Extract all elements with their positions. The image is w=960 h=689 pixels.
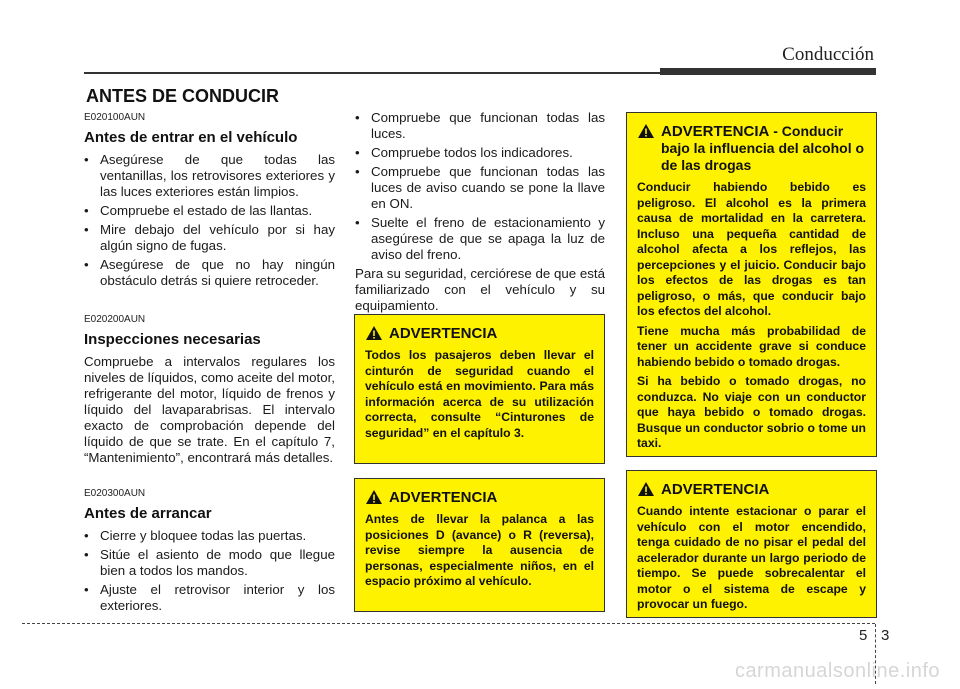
list-item: • Suelte el freno de estacionamiento y asegúrese de que se apaga la luz de aviso del freno. — [355, 215, 605, 262]
header-rule-thin — [84, 72, 660, 74]
section-title: ANTES DE CONDUCIR — [86, 86, 280, 106]
bullet-list — [84, 528, 335, 614]
chapter-number: 5 — [859, 627, 868, 644]
warning-text: Cuando intente estacionar o parar el vehículo con el motor encendido, tenga cuidado de no pisar el pedal del acelerador durante un largo periodo de tiempo. Se puede sobrecalentar el motor o el sistema de escape y provocar un fuego. — [637, 504, 866, 611]
paragraph: Para su seguridad, cerciórese de que está familiarizado con el vehículo y su equipamiento. — [355, 266, 605, 313]
warning-subtitle: - Conducir bajo la influencia del alcohol o de las drogas — [661, 123, 865, 173]
footer-rule — [22, 623, 875, 624]
list-item: • Compruebe el estado de las llantas. — [84, 203, 313, 218]
warning-text: Si ha bebido o tomado drogas, no conduzca. No viaje con un conductor que haya bebido o tomado drogas. Busque un conductor sobrio o tome un taxi. — [637, 374, 866, 450]
list-item: • Compruebe que funcionan todas las luces de aviso cuando se pone la llave en ON. — [355, 164, 605, 211]
warning-triangle-icon — [365, 325, 383, 341]
list-item: • Compruebe todos los indicadores. — [355, 145, 573, 160]
warning-title: ADVERTENCIA — [389, 325, 498, 342]
header-rule-thick — [660, 68, 876, 75]
watermark: carmanualsonline.info — [734, 660, 940, 682]
list-item: • Asegúrese de que todas las ventanillas, los retrovisores exteriores y las luces exteriores están limpios. — [84, 152, 335, 199]
chapter-title: Conducción — [782, 44, 874, 65]
warning-text: Antes de llevar la palanca a las posiciones D (avance) o R (reversa), revise siempre la ausencia de personas, especialmente niños, en el espacio próximo al vehículo. — [365, 512, 594, 588]
warning-box-alcohol — [626, 112, 877, 457]
column-middle — [355, 110, 605, 314]
list-item: • Compruebe que funcionan todas las luces. — [355, 110, 605, 141]
list-item: • Asegúrese de que no hay ningún obstáculo detrás si quiere retroceder. — [84, 257, 335, 288]
warning-title: ADVERTENCIA — [661, 123, 770, 140]
bullet-list — [84, 152, 335, 289]
subheading: Antes de arrancar — [84, 505, 212, 522]
subheading: Antes de entrar en el vehículo — [84, 129, 298, 146]
section-code: E020100AUN — [84, 112, 146, 123]
paragraph: Compruebe a intervalos regulares los niveles de líquidos, como aceite del motor, refrigerante del motor, líquido de frenos y líquido del lavaparabrisas. El intervalo exacto de comprobación depende del líquido de que se trate. En el capítulo 7, “Mantenimiento”, encontrará más detalles. — [84, 354, 335, 465]
warning-box-overheat — [626, 470, 877, 618]
section-code: E020200AUN — [84, 314, 146, 325]
warning-box-seatbelt — [354, 314, 605, 464]
warning-text: Tiene mucha más probabilidad de tener un accidente grave si conduce habiendo bebido o tomado drogas. — [637, 323, 866, 369]
warning-box-gear — [354, 478, 605, 612]
page-number: 3 — [881, 627, 890, 644]
warning-title: ADVERTENCIA — [389, 489, 498, 506]
list-item: • Ajuste el retrovisor interior y los exteriores. — [84, 582, 335, 613]
subheading: Inspecciones necesarias — [84, 331, 261, 348]
warning-triangle-icon — [637, 481, 655, 497]
section-code: E020300AUN — [84, 488, 146, 499]
list-item: • Mire debajo del vehículo por si hay algún signo de fugas. — [84, 222, 335, 253]
bullet-list — [355, 110, 605, 263]
warning-triangle-icon — [637, 123, 655, 139]
warning-triangle-icon — [365, 489, 383, 505]
warning-text: Conducir habiendo bebido es peligroso. El alcohol es la primera causa de mortalidad en la carretera. Incluso una pequeña cantidad de alcohol afecta a los reflejos, las percepciones y el juicio. Conducir bajo los efectos de las drogas es tan peligroso, o más, que conducir bajo los efectos del alcohol. — [637, 180, 866, 318]
list-item: • Cierre y bloquee todas las puertas. — [84, 528, 307, 543]
warning-text: Todos los pasajeros deben llevar el cinturón de seguridad cuando el vehículo está en movimiento. Para más información acerca de su utilización correcta, consulte “Cinturones de seguridad” en el capítulo 3. — [365, 348, 594, 440]
column-left — [84, 112, 335, 617]
warning-title: ADVERTENCIA — [661, 481, 770, 498]
list-item: • Sitúe el asiento de modo que llegue bien a todos los mandos. — [84, 547, 335, 578]
